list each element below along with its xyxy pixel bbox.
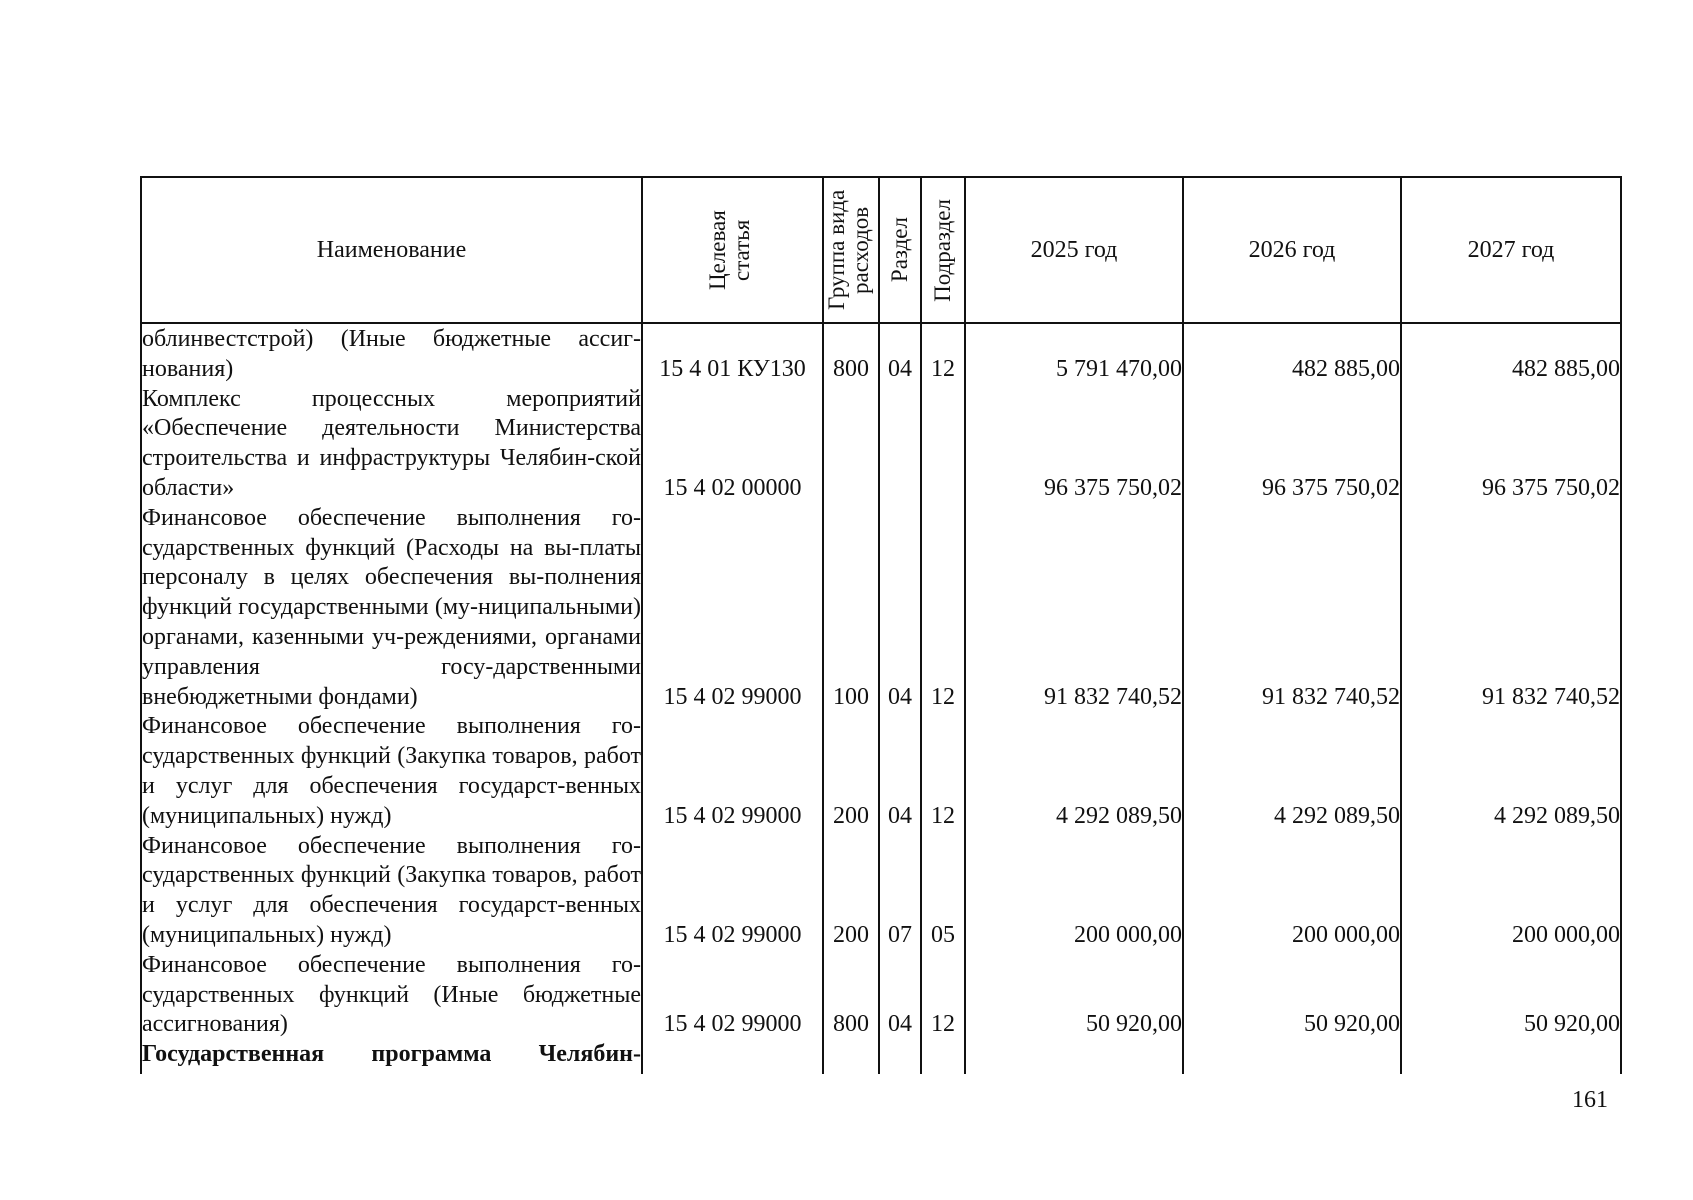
row-subsection — [921, 1040, 965, 1074]
row-amount-2026: 4 292 089,50 — [1183, 712, 1401, 831]
row-expense-group — [823, 385, 879, 504]
row-subsection: 05 — [921, 832, 965, 951]
header-year-2026: 2026 год — [1183, 177, 1401, 323]
row-name: Финансовое обеспечение выполнения го-сударственных функций (Иные бюджетные ассигнования) — [141, 951, 642, 1040]
row-amount-2025: 50 920,00 — [965, 951, 1183, 1040]
row-section: 04 — [879, 951, 921, 1040]
row-subsection: 12 — [921, 712, 965, 831]
table-header-row — [141, 177, 1621, 323]
table-row — [141, 323, 1621, 385]
row-amount-2025 — [965, 1040, 1183, 1074]
table-row — [141, 1040, 1621, 1074]
row-name: Финансовое обеспечение выполнения го-сударственных функций (Закупка товаров, работ и услуг для обеспечения государст-венных (муниципальных) нужд) — [141, 712, 642, 831]
row-expense-group: 200 — [823, 832, 879, 951]
row-amount-2026: 91 832 740,52 — [1183, 504, 1401, 713]
budget-table — [140, 176, 1622, 1074]
row-amount-2026: 200 000,00 — [1183, 832, 1401, 951]
row-name: Комплекс процессных мероприятий «Обеспечение деятельности Министерства строительства и инфраструктуры Челябин-ской области» — [141, 385, 642, 504]
row-section: 04 — [879, 712, 921, 831]
row-section — [879, 1040, 921, 1074]
table-row — [141, 385, 1621, 504]
row-expense-group: 100 — [823, 504, 879, 713]
row-section — [879, 385, 921, 504]
row-amount-2027 — [1401, 1040, 1621, 1074]
row-target-article: 15 4 02 99000 — [642, 832, 823, 951]
row-amount-2025: 200 000,00 — [965, 832, 1183, 951]
table-row — [141, 832, 1621, 951]
row-amount-2025: 5 791 470,00 — [965, 323, 1183, 385]
row-amount-2026: 482 885,00 — [1183, 323, 1401, 385]
row-amount-2026 — [1183, 1040, 1401, 1074]
row-amount-2025: 91 832 740,52 — [965, 504, 1183, 713]
row-section: 04 — [879, 504, 921, 713]
row-amount-2027: 91 832 740,52 — [1401, 504, 1621, 713]
row-target-article — [642, 1040, 823, 1074]
row-section: 04 — [879, 323, 921, 385]
row-name: облинвестстрой) (Иные бюджетные ассиг-нования) — [141, 323, 642, 385]
header-expense-group-label: Группа вида расходов — [824, 189, 873, 311]
header-target-article-label: Целевая статья — [704, 210, 754, 290]
header-expense-group — [823, 177, 879, 323]
row-target-article: 15 4 02 99000 — [642, 951, 823, 1040]
header-year-2027: 2027 год — [1401, 177, 1621, 323]
row-subsection: 12 — [921, 504, 965, 713]
row-amount-2025: 96 375 750,02 — [965, 385, 1183, 504]
row-amount-2027: 482 885,00 — [1401, 323, 1621, 385]
row-subsection — [921, 385, 965, 504]
row-subsection: 12 — [921, 323, 965, 385]
header-section-label: Раздел — [887, 217, 912, 283]
row-name: Государственная программа Челябин- — [141, 1040, 642, 1074]
row-target-article: 15 4 02 00000 — [642, 385, 823, 504]
row-amount-2026: 50 920,00 — [1183, 951, 1401, 1040]
row-target-article: 15 4 02 99000 — [642, 712, 823, 831]
row-target-article: 15 4 01 КУ130 — [642, 323, 823, 385]
row-expense-group — [823, 1040, 879, 1074]
header-year-2025: 2025 год — [965, 177, 1183, 323]
row-section: 07 — [879, 832, 921, 951]
row-expense-group: 800 — [823, 951, 879, 1040]
row-expense-group: 200 — [823, 712, 879, 831]
row-amount-2027: 4 292 089,50 — [1401, 712, 1621, 831]
row-expense-group: 800 — [823, 323, 879, 385]
table-row — [141, 504, 1621, 713]
table-row — [141, 951, 1621, 1040]
row-amount-2027: 50 920,00 — [1401, 951, 1621, 1040]
header-name: Наименование — [141, 177, 642, 323]
header-subsection-label: Подраздел — [930, 198, 955, 302]
row-amount-2027: 96 375 750,02 — [1401, 385, 1621, 504]
table-row — [141, 712, 1621, 831]
row-amount-2027: 200 000,00 — [1401, 832, 1621, 951]
page-number: 161 — [1572, 1087, 1608, 1113]
row-target-article: 15 4 02 99000 — [642, 504, 823, 713]
row-subsection: 12 — [921, 951, 965, 1040]
header-subsection — [921, 177, 965, 323]
row-name: Финансовое обеспечение выполнения го-сударственных функций (Расходы на вы-платы персоналу в целях обеспечения вы-полнения функций государственными (му-ниципальными) органами, казенными уч-реждениями, органами управления госу-дарственными внебюджетными фондами) — [141, 504, 642, 713]
row-name: Финансовое обеспечение выполнения го-сударственных функций (Закупка товаров, работ и услуг для обеспечения государст-венных (муниципальных) нужд) — [141, 832, 642, 951]
row-amount-2025: 4 292 089,50 — [965, 712, 1183, 831]
row-amount-2026: 96 375 750,02 — [1183, 385, 1401, 504]
header-section — [879, 177, 921, 323]
header-target-article — [642, 177, 823, 323]
